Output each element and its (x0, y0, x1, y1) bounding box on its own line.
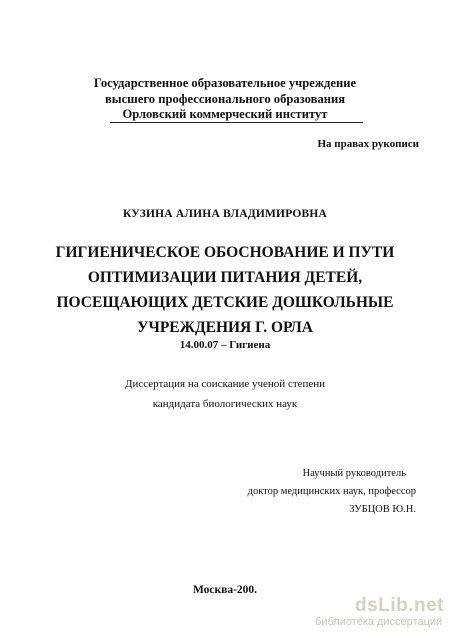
institution-line-1: Государственное образовательное учреждение (93, 76, 357, 90)
degree-line-2: кандидата биологических наук (152, 398, 298, 410)
dslib-watermark (315, 596, 444, 629)
supervisor-name: ЗУБЦОВ Ю.Н. (349, 504, 416, 515)
supervisor-role: Научный руководитель (302, 468, 406, 479)
institution-line-2: высшего профессионального образования (104, 91, 346, 106)
watermark-logo: dsLib.net (355, 595, 444, 616)
institution-header (0, 76, 450, 123)
title-line-4: УЧРЕЖДЕНИЯ Г. ОРЛА (137, 319, 313, 336)
supervisor-degree: доктор медицинских наук, профессор (247, 486, 416, 497)
author-name: КУЗИНА АЛИНА ВЛАДИМИРОВНА (122, 208, 328, 220)
title-line-2: ОПТИМИЗАЦИИ ПИТАНИЯ ДЕТЕЙ, (87, 269, 363, 286)
watermark-caption: библиотека диссертаций (315, 616, 443, 628)
dissertation-title (0, 240, 450, 340)
title-line-1: ГИГИЕНИЧЕСКОЕ ОБОСНОВАНИЕ И ПУТИ (55, 244, 395, 261)
degree-line-1: Диссертация на соискание ученой степени (124, 378, 326, 390)
manuscript-rights-note: На правах рукописи (317, 138, 419, 150)
city-year: Москва-200. (192, 584, 258, 596)
header-divider (110, 122, 363, 123)
specialty-code: 14.00.07 – Гигиена (179, 339, 271, 351)
supervisor-block (248, 465, 416, 519)
title-line-3: ПОСЕЩАЮЩИХ ДЕТСКИЕ ДОШКОЛЬНЫЕ (56, 294, 394, 311)
institution-line-3: Орловский коммерческий институт (122, 107, 328, 121)
degree-statement (0, 374, 450, 414)
